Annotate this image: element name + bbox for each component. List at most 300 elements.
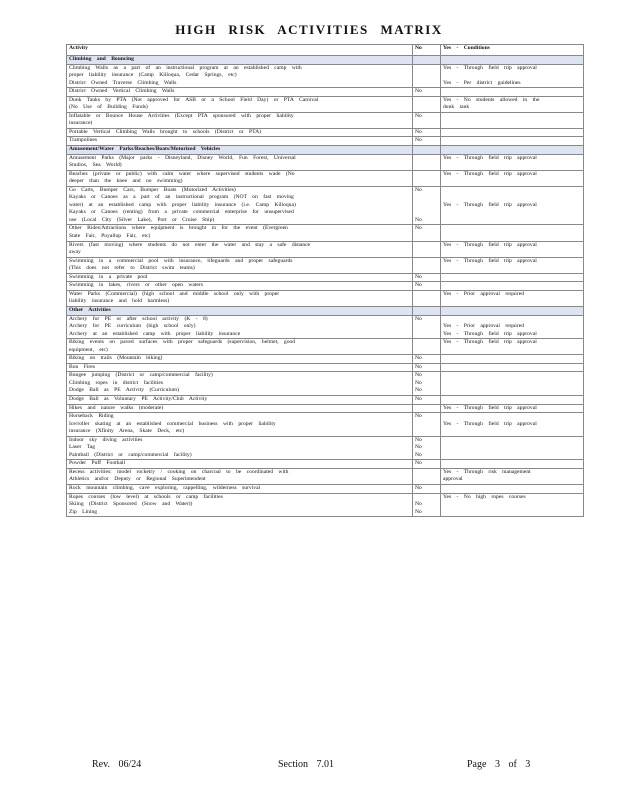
cell-line: Ice/roller skating at an established commercial business with proper liability: [69, 420, 276, 427]
cell-line: No: [415, 88, 422, 95]
activity-cell: [67, 112, 413, 128]
cell-line: No: [415, 379, 422, 386]
cell-line: [415, 323, 438, 331]
cell-line: [443, 194, 581, 202]
header-row: [67, 45, 584, 56]
cell-line: [443, 217, 581, 225]
cell-line: [443, 380, 581, 388]
activity-cell: [67, 64, 413, 88]
cell-line: [415, 97, 438, 105]
cell-line: Indoor sky diving activities: [69, 436, 143, 443]
table-row: [67, 413, 584, 437]
no-cell: [413, 372, 441, 396]
activity-cell: [67, 128, 413, 137]
cell-line: Powder Puff Football: [69, 460, 126, 467]
cell-line: [415, 171, 438, 179]
cell-line: No: [415, 413, 422, 420]
no-cell: [413, 460, 441, 469]
cell-line: No: [415, 395, 422, 402]
cell-line: Swimming in a private pool: [69, 273, 148, 280]
cell-line: dunk tank: [443, 104, 470, 111]
cell-line: No: [415, 363, 422, 370]
cell-line: No: [415, 225, 422, 232]
conditions-cell: [441, 306, 584, 315]
activity-cell: [67, 88, 413, 97]
cell-line: [443, 56, 581, 64]
no-cell: [413, 468, 441, 484]
cell-line: [415, 178, 438, 186]
conditions-cell: [441, 395, 584, 404]
cell-line: Yes - No students allowed in the: [443, 96, 540, 103]
no-cell: [413, 241, 441, 257]
no-cell: [413, 339, 441, 355]
cell-line: [415, 291, 438, 299]
cell-line: Yes - Through field trip approval: [443, 257, 537, 264]
conditions-cell: [441, 339, 584, 355]
cell-line: [415, 209, 438, 217]
no-cell: [413, 225, 441, 241]
cell-line: [415, 120, 438, 128]
cell-line: Amusement/Water Parks/Beaches/Boats/Motorized Vehicles: [69, 146, 221, 153]
table-row: [67, 315, 584, 339]
cell-line: approval: [443, 476, 463, 483]
cell-line: Beaches (private or public) with calm water where supervised students wade (No: [69, 170, 295, 177]
table-row: [67, 257, 584, 273]
cell-line: [415, 331, 438, 339]
cell-line: [415, 421, 438, 429]
cell-line: Yes - Prior approval required: [443, 290, 524, 297]
section-label: Section 7.01: [278, 759, 334, 770]
cell-line: [443, 444, 581, 452]
cell-line: [443, 120, 581, 128]
conditions-cell: [441, 436, 584, 460]
cell-line: [443, 460, 581, 468]
no-cell: [413, 493, 441, 517]
cell-line: Zip Lining: [69, 508, 98, 515]
activity-cell: [67, 225, 413, 241]
cell-line: [443, 178, 581, 186]
conditions-cell: [441, 273, 584, 282]
cell-line: No: [415, 186, 422, 193]
activity-cell: [67, 154, 413, 170]
table-row: [67, 64, 584, 88]
cell-line: Dodge Ball as Voluntary PE Activity/Club Activity: [69, 395, 208, 402]
conditions-cell: [441, 88, 584, 97]
conditions-cell: [441, 170, 584, 186]
activity-cell: [67, 315, 413, 339]
table-row: [67, 170, 584, 186]
cell-line: [443, 298, 581, 306]
cell-line: Water Parks (Commercial) (high school and middle school only with proper: [69, 290, 280, 297]
cell-line: [443, 137, 581, 145]
activity-header: Activity: [67, 45, 413, 56]
table-row: [67, 112, 584, 128]
cell-line: District Owned Vertical Climbing Walls: [69, 88, 175, 95]
cell-line: [443, 413, 581, 421]
cell-line: [415, 162, 438, 170]
cell-line: Yes - Through field trip approval: [443, 339, 537, 346]
conditions-cell: [441, 96, 584, 112]
cell-line: [443, 307, 581, 315]
conditions-cell: [441, 413, 584, 437]
cell-line: Recess activities: model rocketry / cooking on charcoal to be coordinated with: [69, 468, 289, 475]
cell-line: [415, 146, 438, 154]
cell-line: Ropes courses (low level) at schools or camp facilities: [69, 493, 223, 500]
cell-line: [443, 249, 581, 257]
no-cell: [413, 170, 441, 186]
cell-line: [415, 104, 438, 112]
cell-line: Trampolines: [69, 137, 98, 144]
cell-line: No: [415, 436, 422, 443]
cell-line: [443, 485, 581, 493]
cell-line: [443, 282, 581, 290]
revision-label: Rev. 06/24: [92, 759, 142, 770]
cell-line: [415, 298, 438, 306]
cell-line: Yes - Through field trip approval: [443, 64, 537, 71]
cell-line: Yes - Through risk management: [443, 468, 531, 475]
activity-cell: [67, 355, 413, 364]
activity-cell: [67, 146, 413, 155]
cell-line: [415, 202, 438, 210]
cell-line: District Owned Traverse Climbing Walls: [69, 79, 177, 86]
activity-cell: [67, 257, 413, 273]
cell-line: [443, 347, 581, 355]
cell-line: Other Activities: [69, 306, 111, 313]
cell-line: [415, 339, 438, 347]
table-row: [67, 128, 584, 137]
cell-line: No: [415, 501, 422, 508]
cell-line: [443, 437, 581, 445]
cell-line: Yes - Through field trip approval: [443, 404, 537, 411]
cell-line: [415, 56, 438, 64]
cell-line: Climbing ropes in district facilities: [69, 379, 163, 386]
no-cell: [413, 413, 441, 437]
cell-line: [443, 355, 581, 363]
conditions-cell: [441, 56, 584, 65]
cell-line: [415, 405, 438, 413]
cell-line: [415, 242, 438, 250]
cell-line: Other Rides/Attractions where equipment is brought in for the event (Evergreen: [69, 225, 288, 232]
cell-line: Rivers (fast moving) where students do not enter the water and stay a safe distance: [69, 241, 311, 248]
table-row: [67, 355, 584, 364]
no-cell: [413, 436, 441, 460]
cell-line: Rock mountain climbing, cave exploring, rappelling, wilderness survival: [69, 484, 261, 491]
no-cell: [413, 112, 441, 128]
cell-line: Kayaks or Canoes as a part of an instructional program (NOT on fast moving: [69, 194, 294, 201]
cell-line: [443, 364, 581, 372]
cell-line: Archery at an established camp with proper liability insurance: [69, 330, 241, 337]
cell-line: Biking events on paved surfaces with proper safeguards (supervision, helmet, good: [69, 339, 296, 346]
table-row: [67, 363, 584, 372]
table-row: [67, 225, 584, 241]
conditions-cell: [441, 493, 584, 517]
table-row: [67, 372, 584, 396]
cell-line: [443, 452, 581, 460]
cell-line: [443, 129, 581, 137]
cell-line: State Fair, Puyallup Fair, etc): [69, 233, 151, 240]
cell-line: [443, 162, 581, 170]
no-cell: [413, 290, 441, 306]
activity-cell: [67, 339, 413, 355]
conditions-cell: [441, 225, 584, 241]
cell-line: No: [415, 282, 422, 289]
no-cell: [413, 186, 441, 225]
cell-line: No: [415, 112, 422, 119]
no-header: No: [413, 45, 441, 56]
cell-line: Climbing and Bouncing: [69, 56, 134, 62]
table-row: [67, 404, 584, 413]
table-row: [67, 436, 584, 460]
cell-line: No: [415, 372, 422, 379]
conditions-cell: [441, 241, 584, 257]
section-header-row: [67, 146, 584, 155]
cell-line: [415, 72, 438, 80]
conditions-cell: [441, 128, 584, 137]
cell-line: No: [415, 128, 422, 135]
conditions-cell: [441, 112, 584, 128]
conditions-cell: [441, 484, 584, 493]
no-cell: [413, 56, 441, 65]
cell-line: [443, 233, 581, 241]
cell-line: [443, 265, 581, 273]
cell-line: [443, 387, 581, 395]
cell-line: Archery for PE curriculum (high school only): [69, 323, 196, 330]
cell-line: away: [69, 249, 81, 256]
conditions-cell: [441, 257, 584, 273]
cell-line: [443, 113, 581, 121]
activity-cell: [67, 96, 413, 112]
conditions-cell: [441, 137, 584, 146]
cell-line: Athletics and/or Deputy or Regional Superintendent: [69, 476, 206, 483]
activity-cell: [67, 395, 413, 404]
table-row: [67, 186, 584, 225]
cell-line: Bon Fires: [69, 363, 95, 370]
table-row: [67, 460, 584, 469]
cell-line: Laser Tag: [69, 444, 96, 451]
page-number: Page 3 of 3: [467, 759, 531, 770]
activity-cell: [67, 493, 413, 517]
cell-line: Horseback Riding: [69, 413, 114, 420]
cell-line: No: [415, 387, 422, 394]
cell-line: Hikes and nature walks (moderate): [69, 404, 164, 411]
activity-cell: [67, 484, 413, 493]
cell-line: [443, 187, 581, 195]
risk-matrix-table: [66, 44, 584, 517]
cell-line: Skiing (District Sponsored (Snow and Water)): [69, 501, 193, 508]
cell-line: Yes - Through field trip approval: [443, 241, 537, 248]
cell-line: [443, 88, 581, 96]
no-cell: [413, 137, 441, 146]
cell-line: Yes - Per district guidelines: [443, 79, 521, 86]
cell-line: deeper than the knee and no swimming): [69, 178, 183, 185]
cell-line: Dunk Tanks by PTA (Not approved for ASB or a School Field Day) or PTA Carnival: [69, 96, 319, 103]
activity-cell: [67, 306, 413, 315]
cell-line: No: [415, 451, 422, 458]
cell-line: [443, 72, 581, 80]
section-header-row: [67, 306, 584, 315]
no-cell: [413, 306, 441, 315]
table-row: [67, 282, 584, 291]
conditions-cell: [441, 372, 584, 396]
cell-line: use (Local City (Silver Lake), Port or Cruise Ship): [69, 216, 215, 223]
cell-line: liability insurance and hold harmless): [69, 298, 170, 305]
cell-line: [415, 80, 438, 88]
cell-line: [415, 428, 438, 436]
cell-line: Inflatable or Bounce House Activities (Except PTA sponsored with proper liability: [69, 112, 294, 119]
section-header-row: [67, 56, 584, 65]
cell-line: water) at an established camp with proper liability insurance (i.e. Camp Killoqua): [69, 201, 296, 208]
cell-line: (This does not refer to District swim teams): [69, 265, 195, 272]
cell-line: equipment, etc): [69, 346, 108, 353]
no-cell: [413, 64, 441, 88]
cell-line: [415, 249, 438, 257]
table-row: [67, 88, 584, 97]
cell-line: Yes - Through field trip approval: [443, 170, 537, 177]
cell-line: Studios, Sea World): [69, 162, 122, 169]
activity-cell: [67, 468, 413, 484]
cell-line: Yes - No high ropes courses: [443, 493, 526, 500]
no-cell: [413, 484, 441, 493]
cell-line: Swimming in lakes, rivers or other open waters: [69, 282, 203, 289]
activity-cell: [67, 241, 413, 257]
activity-cell: [67, 186, 413, 225]
cell-line: Swimming in a commercial pool with insurance, lifeguards and proper safeguards: [69, 257, 293, 264]
conditions-cell: [441, 64, 584, 88]
cell-line: [443, 209, 581, 217]
conditions-cell: [441, 468, 584, 484]
activity-cell: [67, 273, 413, 282]
cell-line: Go Carts, Bumper Cars, Bumper Boats (Motorized Activities): [69, 186, 236, 193]
cell-line: [415, 155, 438, 163]
activity-cell: [67, 363, 413, 372]
no-cell: [413, 273, 441, 282]
cell-line: No: [415, 137, 422, 144]
cell-line: No: [415, 273, 422, 280]
activity-cell: [67, 282, 413, 291]
conditions-cell: [441, 363, 584, 372]
activity-cell: [67, 460, 413, 469]
activity-cell: [67, 137, 413, 146]
cell-line: Climbing Walls as a part of an instructional program at an established camp with: [69, 64, 302, 71]
table-row: [67, 493, 584, 517]
activity-cell: [67, 413, 413, 437]
no-cell: [413, 146, 441, 155]
table-row: [67, 96, 584, 112]
cell-line: Amusement Parks (Major parks - Disneyland, Disney World, Fun Forest, Universal: [69, 154, 296, 161]
page-title: HIGH RISK ACTIVITIES MATRIX: [175, 22, 443, 37]
cell-line: [443, 428, 581, 436]
cell-line: Archery for PE or after school activity (K - 8): [69, 315, 208, 322]
cell-line: [415, 233, 438, 241]
no-cell: [413, 154, 441, 170]
cell-line: Portable Vertical Climbing Walls brought to schools (District or PTA): [69, 128, 261, 135]
cell-line: [443, 509, 581, 517]
cell-line: proper liability insurance (Camp Killoqua, Cedar Springs, etc): [69, 72, 237, 79]
activity-cell: [67, 372, 413, 396]
cell-line: No: [415, 444, 422, 451]
cell-line: [443, 316, 581, 324]
cell-line: [415, 258, 438, 266]
table-row: [67, 484, 584, 493]
no-cell: [413, 355, 441, 364]
conditions-cell: [441, 186, 584, 225]
conditions-cell: [441, 290, 584, 306]
cell-line: No: [415, 460, 422, 467]
cell-line: No: [415, 508, 422, 515]
cell-line: [415, 476, 438, 484]
conditions-cell: [441, 282, 584, 291]
cell-line: insurance (Xfinity Arena, Skate Deck, etc): [69, 428, 185, 435]
activity-cell: [67, 56, 413, 65]
cell-line: Biking on trails (Mountain biking): [69, 355, 163, 362]
cell-line: [443, 396, 581, 404]
cell-line: Dodge Ball as PE Activity (Curriculum): [69, 387, 179, 394]
cell-line: Yes - Through field trip approval: [443, 330, 537, 337]
cell-line: No: [415, 355, 422, 362]
table-row: [67, 137, 584, 146]
cell-line: [415, 65, 438, 73]
cell-line: [415, 265, 438, 273]
cell-line: [443, 372, 581, 380]
cell-line: No: [415, 484, 422, 491]
cell-line: No: [415, 315, 422, 322]
no-cell: [413, 128, 441, 137]
conditions-cell: [441, 315, 584, 339]
cell-line: Yes - Through field trip approval: [443, 201, 537, 208]
table-row: [67, 339, 584, 355]
no-cell: [413, 282, 441, 291]
cell-line: Yes - Prior approval required: [443, 323, 524, 330]
cell-line: [415, 194, 438, 202]
cell-line: Yes - Through field trip approval: [443, 420, 537, 427]
conditions-cell: [441, 146, 584, 155]
activity-cell: [67, 170, 413, 186]
cell-line: No: [415, 216, 422, 223]
table-row: [67, 395, 584, 404]
no-cell: [413, 315, 441, 339]
cell-line: [443, 501, 581, 509]
cell-line: [443, 274, 581, 282]
activity-cell: [67, 436, 413, 460]
cell-line: [443, 225, 581, 233]
cell-line: insurance): [69, 120, 93, 127]
activity-cell: [67, 290, 413, 306]
cell-line: [443, 146, 581, 154]
table-row: [67, 154, 584, 170]
table-row: [67, 273, 584, 282]
no-cell: [413, 363, 441, 372]
no-cell: [413, 395, 441, 404]
cell-line: Yes - Through field trip approval: [443, 154, 537, 161]
cell-line: Kayaks or Canoes (renting) from a private commercial enterprise for unsupervised: [69, 209, 294, 216]
no-cell: [413, 257, 441, 273]
conditions-cell: [441, 460, 584, 469]
yes-conditions-header: Yes - Conditions: [441, 45, 584, 56]
cell-line: [415, 469, 438, 477]
cell-line: (No Use of Building Funds): [69, 104, 148, 111]
activity-cell: [67, 404, 413, 413]
conditions-cell: [441, 355, 584, 364]
cell-line: [415, 494, 438, 502]
table-row: [67, 290, 584, 306]
cell-line: [415, 347, 438, 355]
no-cell: [413, 404, 441, 413]
conditions-cell: [441, 154, 584, 170]
table-row: [67, 241, 584, 257]
conditions-cell: [441, 404, 584, 413]
cell-line: [415, 307, 438, 315]
cell-line: Paintball (District or camp/commercial facility): [69, 451, 192, 458]
